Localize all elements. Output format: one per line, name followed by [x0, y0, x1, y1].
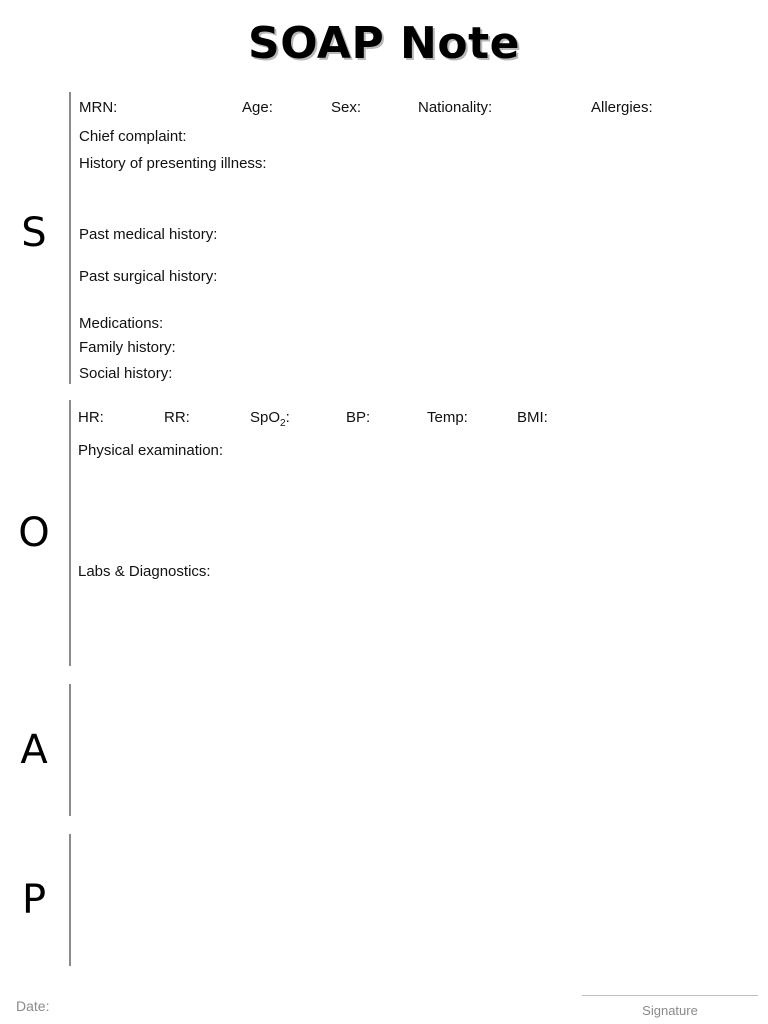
age-label: Age: [242, 99, 273, 116]
chief-complaint-label: Chief complaint: [79, 128, 187, 145]
date-label: Date: [16, 998, 50, 1014]
nationality-label: Nationality: [418, 99, 493, 116]
social-history-label: Social history: [79, 365, 173, 382]
temp-label: Temp: [427, 409, 468, 426]
family-history-label: Family history: [79, 339, 176, 356]
pmh-label: Past medical history: [79, 226, 218, 243]
medications-label: Medications: [79, 315, 164, 332]
section-divider-p [69, 834, 71, 966]
signature-line [582, 995, 758, 996]
section-divider-s [69, 92, 71, 384]
spo2-subscript: 2 [280, 418, 286, 429]
spo2-colon: : [285, 409, 290, 426]
signature-label: Signature [642, 1003, 698, 1018]
physical-exam-label: Physical examination: [78, 442, 224, 459]
spo2-text: SpO [250, 409, 281, 426]
section-divider-o [69, 400, 71, 666]
bp-label: BP: [346, 409, 371, 426]
sex-label: Sex: [331, 99, 362, 116]
psh-label: Past surgical history: [79, 268, 218, 285]
section-divider-a [69, 684, 71, 816]
spo2-label [250, 409, 290, 429]
section-letter-a: A [20, 727, 48, 773]
allergies-label: Allergies: [591, 99, 653, 116]
section-letter-s: S [21, 210, 47, 256]
hr-label: HR: [78, 409, 104, 426]
hpi-label: History of presenting illness: [79, 155, 267, 172]
section-letter-o: O [18, 510, 50, 556]
labs-diagnostics-label: Labs & Diagnostics: [78, 563, 211, 580]
page-title: SOAP Note [248, 18, 520, 69]
rr-label: RR: [164, 409, 190, 426]
bmi-label: BMI: [517, 409, 548, 426]
mrn-label: MRN: [79, 99, 118, 116]
section-letter-p: P [21, 877, 47, 923]
